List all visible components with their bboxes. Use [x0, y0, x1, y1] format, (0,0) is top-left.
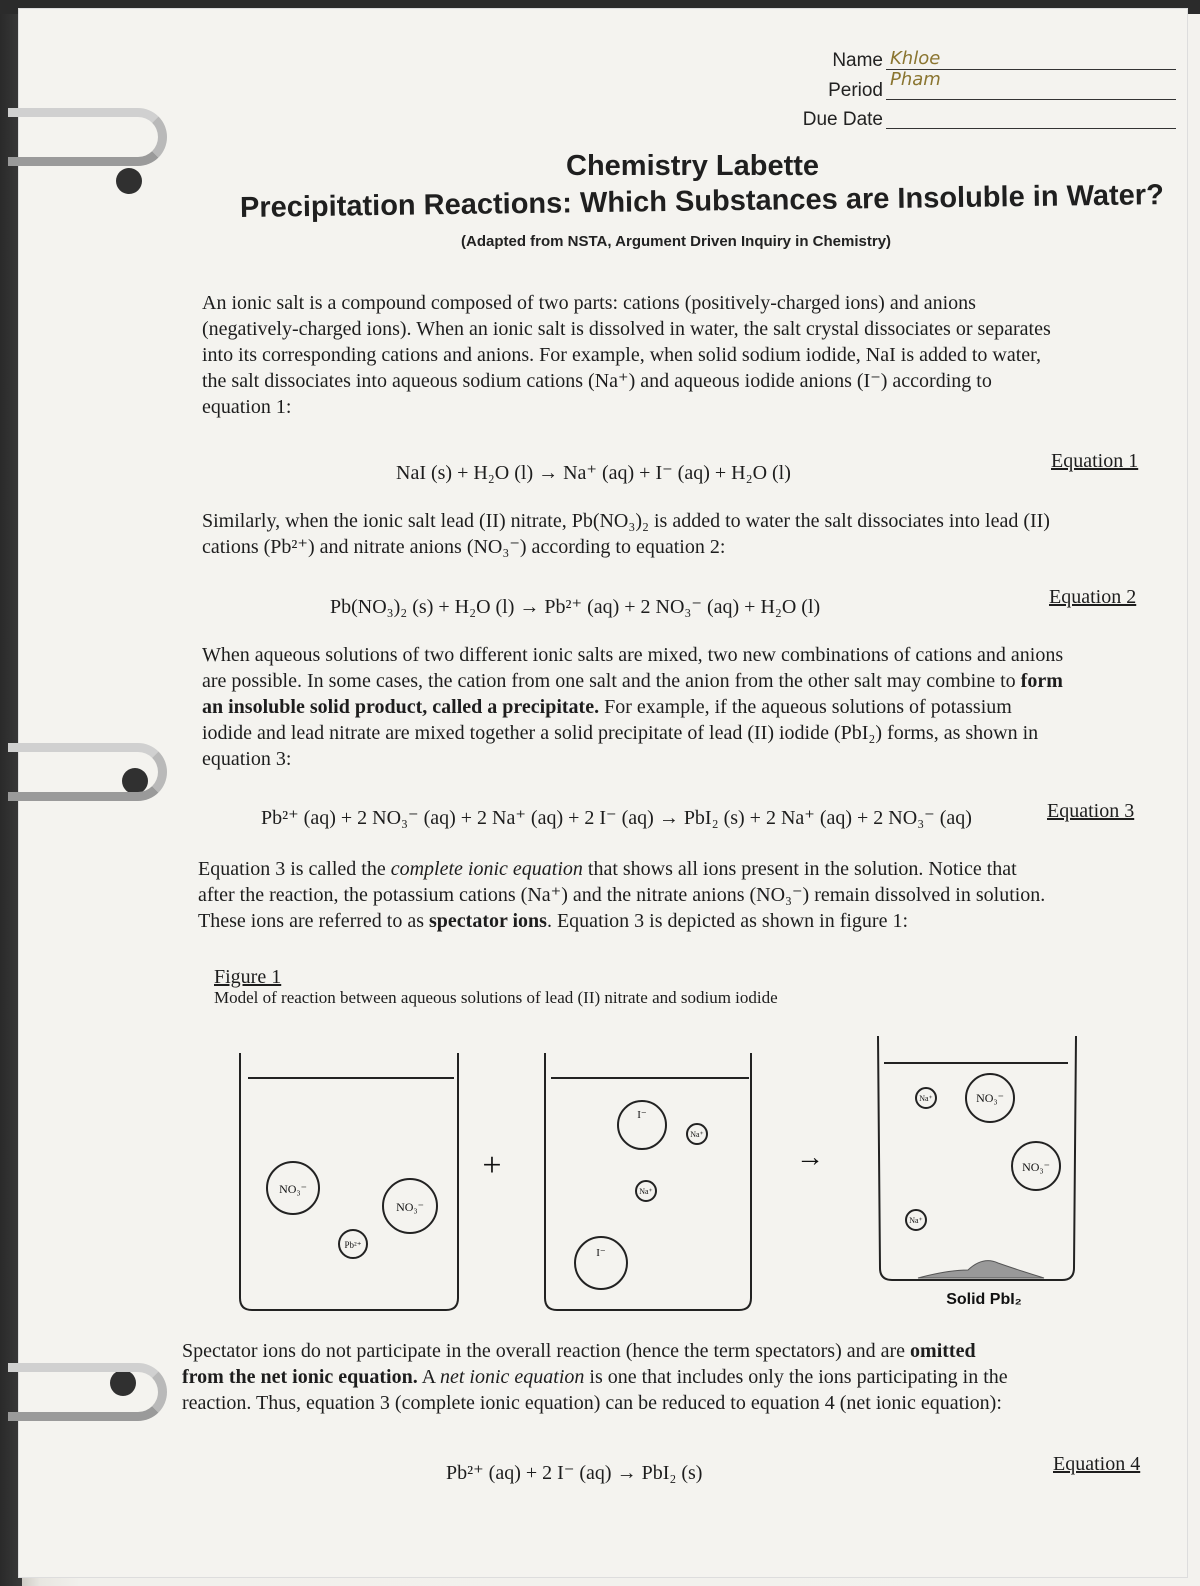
equation-4: Pb²⁺ (aq) + 2 I⁻ (aq) → PbI₂ (s) — [446, 1462, 703, 1484]
text-span: These ions are referred to as — [198, 910, 429, 932]
text-span: . Equation 3 is depicted as shown in figure 1: — [546, 910, 909, 932]
text-line — [182, 1338, 1147, 1364]
nitrate-ion-label: NO₃⁻ — [976, 1091, 1004, 1105]
italic-text: net ionic equation — [439, 1366, 585, 1388]
period-label: Period — [828, 80, 883, 101]
bold-text: form — [1020, 670, 1063, 692]
text-span: Equation 3 is called the — [198, 858, 391, 880]
text-span: is one that includes only the ions participating in the — [584, 1366, 1008, 1388]
equation-3-label: Equation 3 — [1047, 800, 1135, 822]
name-handwritten-value: Khloe Pham — [890, 48, 941, 90]
text-line: into its corresponding cations and anions. For example, when solid sodium iodide, NaI is added to water, — [202, 344, 1042, 366]
text-line: iodide and lead nitrate are mixed together a solid precipitate of lead (II) iodide (PbI₂) forms, as shown in — [202, 722, 1039, 744]
text-line: the salt dissociates into aqueous sodium cations (Na⁺) and aqueous iodide anions (I⁻) according to — [202, 370, 992, 392]
text-span: that shows all ions present in the solution. Notice that — [582, 858, 1017, 880]
bold-text: from the net ionic equation. — [182, 1366, 418, 1388]
nitrate-ion-label: NO₃⁻ — [279, 1182, 307, 1196]
text-line: equation 3: — [202, 748, 292, 770]
equation-1-label: Equation 1 — [1051, 450, 1139, 472]
page-subtitle: Precipitation Reactions: Which Substances are Insoluble in Water? — [239, 179, 1165, 224]
sodium-ion-label: Na⁺ — [639, 1187, 653, 1196]
solid-pbi2-label: Solid PbI₂ — [946, 1291, 1022, 1308]
text-line: reaction. Thus, equation 3 (complete ionic equation) can be reduced to equation 4 (net ionic equation): — [182, 1392, 1002, 1414]
iodide-ion-label: I⁻ — [596, 1247, 606, 1259]
lead-ion-label: Pb²⁺ — [344, 1240, 362, 1250]
net-ionic-paragraph — [182, 1338, 1147, 1416]
equation-1: NaI (s) + H₂O (l) → Na⁺ (aq) + I⁻ (aq) + H₂O (l) — [396, 462, 791, 484]
text-line: equation 1: — [202, 396, 292, 418]
text-line: When aqueous solutions of two different ionic salts are mixed, two new combinations of cations and anions — [202, 644, 1064, 666]
equation-3: Pb²⁺ (aq) + 2 NO₃⁻ (aq) + 2 Na⁺ (aq) + 2 I⁻ (aq) → PbI₂ (s) + 2 Na⁺ (aq) + 2 NO₃⁻ (aq) — [261, 807, 972, 829]
text-line: An ionic salt is a compound composed of two parts: cations (positively-charged ions) and anions — [202, 292, 976, 314]
name-label: Name — [832, 50, 883, 71]
worksheet-page — [18, 8, 1188, 1578]
equation-2-label: Equation 2 — [1049, 586, 1137, 608]
bold-text: spectator ions — [429, 910, 547, 932]
iodide-ion-label: I⁻ — [637, 1109, 647, 1121]
adapted-from-note: (Adapted from NSTA, Argument Driven Inquiry in Chemistry) — [461, 233, 892, 250]
text-line — [182, 1364, 1147, 1390]
due-date-label: Due Date — [802, 109, 883, 130]
text-line: Similarly, when the ionic salt lead (II) nitrate, Pb(NO₃)₂ is added to water the salt dissociates into lead (II) — [202, 510, 1050, 532]
figure-title: Figure 1 — [214, 966, 282, 988]
plus-sign: + — [482, 1147, 502, 1184]
equation-4-label: Equation 4 — [1053, 1453, 1141, 1475]
text-span: are possible. In some cases, the cation from one salt and the anion from the other salt may combine to — [202, 670, 1021, 692]
sodium-ion-label: Na⁺ — [909, 1216, 923, 1225]
bold-text: an insoluble solid product, called a precipitate. — [202, 696, 600, 718]
equation-2: Pb(NO₃)₂ (s) + H₂O (l) → Pb²⁺ (aq) + 2 NO₃⁻ (aq) + H₂O (l) — [330, 596, 821, 618]
text-span: A — [417, 1366, 440, 1388]
sodium-ion-label: Na⁺ — [690, 1130, 704, 1139]
iodide-ion — [575, 1237, 627, 1289]
text-line: (negatively-charged ions). When an ionic salt is dissolved in water, the salt crystal dissociates or separates — [202, 318, 1051, 340]
figure-caption: Model of reaction between aqueous solutions of lead (II) nitrate and sodium iodide — [214, 988, 778, 1007]
text-span: Spectator ions do not participate in the overall reaction (hence the term spectators) and are — [182, 1340, 911, 1362]
bold-text: omitted — [910, 1340, 976, 1362]
precipitate-solid — [918, 1261, 1044, 1278]
beaker-product — [878, 1036, 1076, 1280]
page-title: Chemistry Labette — [566, 150, 820, 182]
italic-text: complete ionic equation — [390, 858, 583, 880]
reaction-arrow: → — [796, 1142, 824, 1173]
beaker-lead-nitrate — [240, 1053, 458, 1310]
sodium-ion-label: Na⁺ — [919, 1094, 933, 1103]
text-line: cations (Pb²⁺) and nitrate anions (NO₃⁻) according to equation 2: — [202, 536, 726, 558]
text-span: For example, if the aqueous solutions of potassium — [599, 696, 1012, 718]
text-line: after the reaction, the potassium cations (Na⁺) and the nitrate anions (NO₃⁻) remain dissolved in solution. — [198, 884, 1046, 906]
nitrate-ion-label: NO₃⁻ — [396, 1200, 424, 1214]
nitrate-ion-label: NO₃⁻ — [1022, 1160, 1050, 1174]
